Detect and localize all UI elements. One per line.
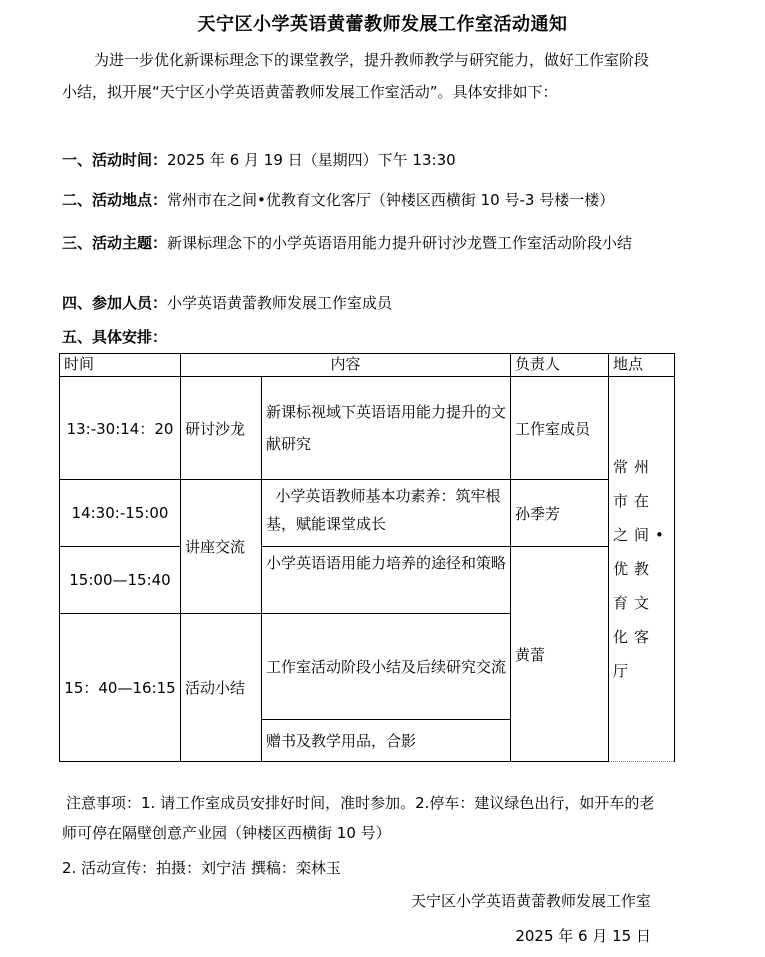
- row1-owner: 工作室成员: [511, 377, 609, 480]
- notice-title: 天宁区小学英语黄蕾教师发展工作室活动通知: [197, 14, 568, 35]
- signature-date: 2025 年 6 月 15 日: [515, 927, 651, 945]
- activity-place-label: 二、活动地点：: [62, 191, 168, 209]
- row345-owner: 黄蕾: [511, 547, 609, 762]
- row3-content: 小学英语语用能力培养的途径和策略: [262, 547, 511, 614]
- row2-time: 14:30:-15:00: [60, 480, 181, 547]
- activity-topic-label: 三、活动主题：: [62, 234, 168, 252]
- row2-content: 小学英语教师基本功素养：筑牢根基，赋能课堂成长: [262, 480, 511, 547]
- activity-time-value: 2025 年 6 月 19 日（星期四）下午 13:30: [167, 151, 456, 169]
- table-row: [60, 480, 675, 547]
- row1-content: 新课标视域下英语语用能力提升的文献研究: [262, 377, 511, 480]
- attendees-value: 小学英语黄蕾教师发展工作室成员: [167, 294, 393, 312]
- schedule-heading: [62, 326, 167, 348]
- table-row: [60, 547, 675, 614]
- intro-paragraph: 为进一步优化新课标理念下的课堂教学，提升教师教学与研究能力，做好工作室阶段小结，拟开展“天宁区小学英语黄蕾教师发展工作室活动”。具体安排如下：: [62, 51, 650, 101]
- activity-place-value: 常州市在之间•优教育文化客厅（钟楼区西横街 10 号-3 号楼一楼）: [167, 191, 615, 209]
- location-cell: 常州市在之间•优教育文化客厅: [609, 377, 675, 762]
- header-location: 地点: [609, 354, 675, 377]
- activity-time-label: 一、活动时间：: [62, 151, 168, 169]
- signature-org: 天宁区小学英语黄蕾教师发展工作室: [410, 892, 651, 910]
- table-row: [60, 377, 675, 480]
- row23-session: 讲座交流: [181, 480, 262, 614]
- row1-session: 研讨沙龙: [181, 377, 262, 480]
- attendees: [62, 292, 392, 314]
- activity-time: [62, 149, 456, 171]
- row4-session: 活动小结: [181, 614, 262, 762]
- row5-content: 赠书及教学用品，合影: [262, 720, 511, 762]
- attendees-label: 四、参加人员：: [62, 294, 168, 312]
- notes-line2: 2. 活动宣传：拍摄：刘宁洁 撰稿：栾林玉: [62, 859, 341, 877]
- activity-topic-value: 新课标理念下的小学英语语用能力提升研讨沙龙暨工作室活动阶段小结: [167, 234, 633, 252]
- notes-line1: 注意事项：1. 请工作室成员安排好时间，准时参加。2.停车：建议绿色出行，如开车的老师可停在隔壁创意产业园（钟楼区西横街 10 号）: [62, 794, 655, 842]
- schedule-label: 五、具体安排：: [62, 328, 168, 346]
- row3-time: 15:00—15:40: [60, 547, 181, 614]
- row2-owner: 孙季芳: [511, 480, 609, 547]
- header-time: 时间: [60, 354, 181, 377]
- row1-time: 13:-30:14：20: [60, 377, 181, 480]
- header-content: 内容: [181, 354, 511, 377]
- table-header-row: [60, 354, 675, 377]
- row4-content: 工作室活动阶段小结及后续研究交流: [262, 614, 511, 720]
- header-owner: 负责人: [511, 354, 609, 377]
- row4-time: 15：40—16:15: [60, 614, 181, 762]
- activity-place: [62, 189, 614, 211]
- schedule-table: [59, 353, 675, 762]
- activity-topic: [62, 226, 682, 260]
